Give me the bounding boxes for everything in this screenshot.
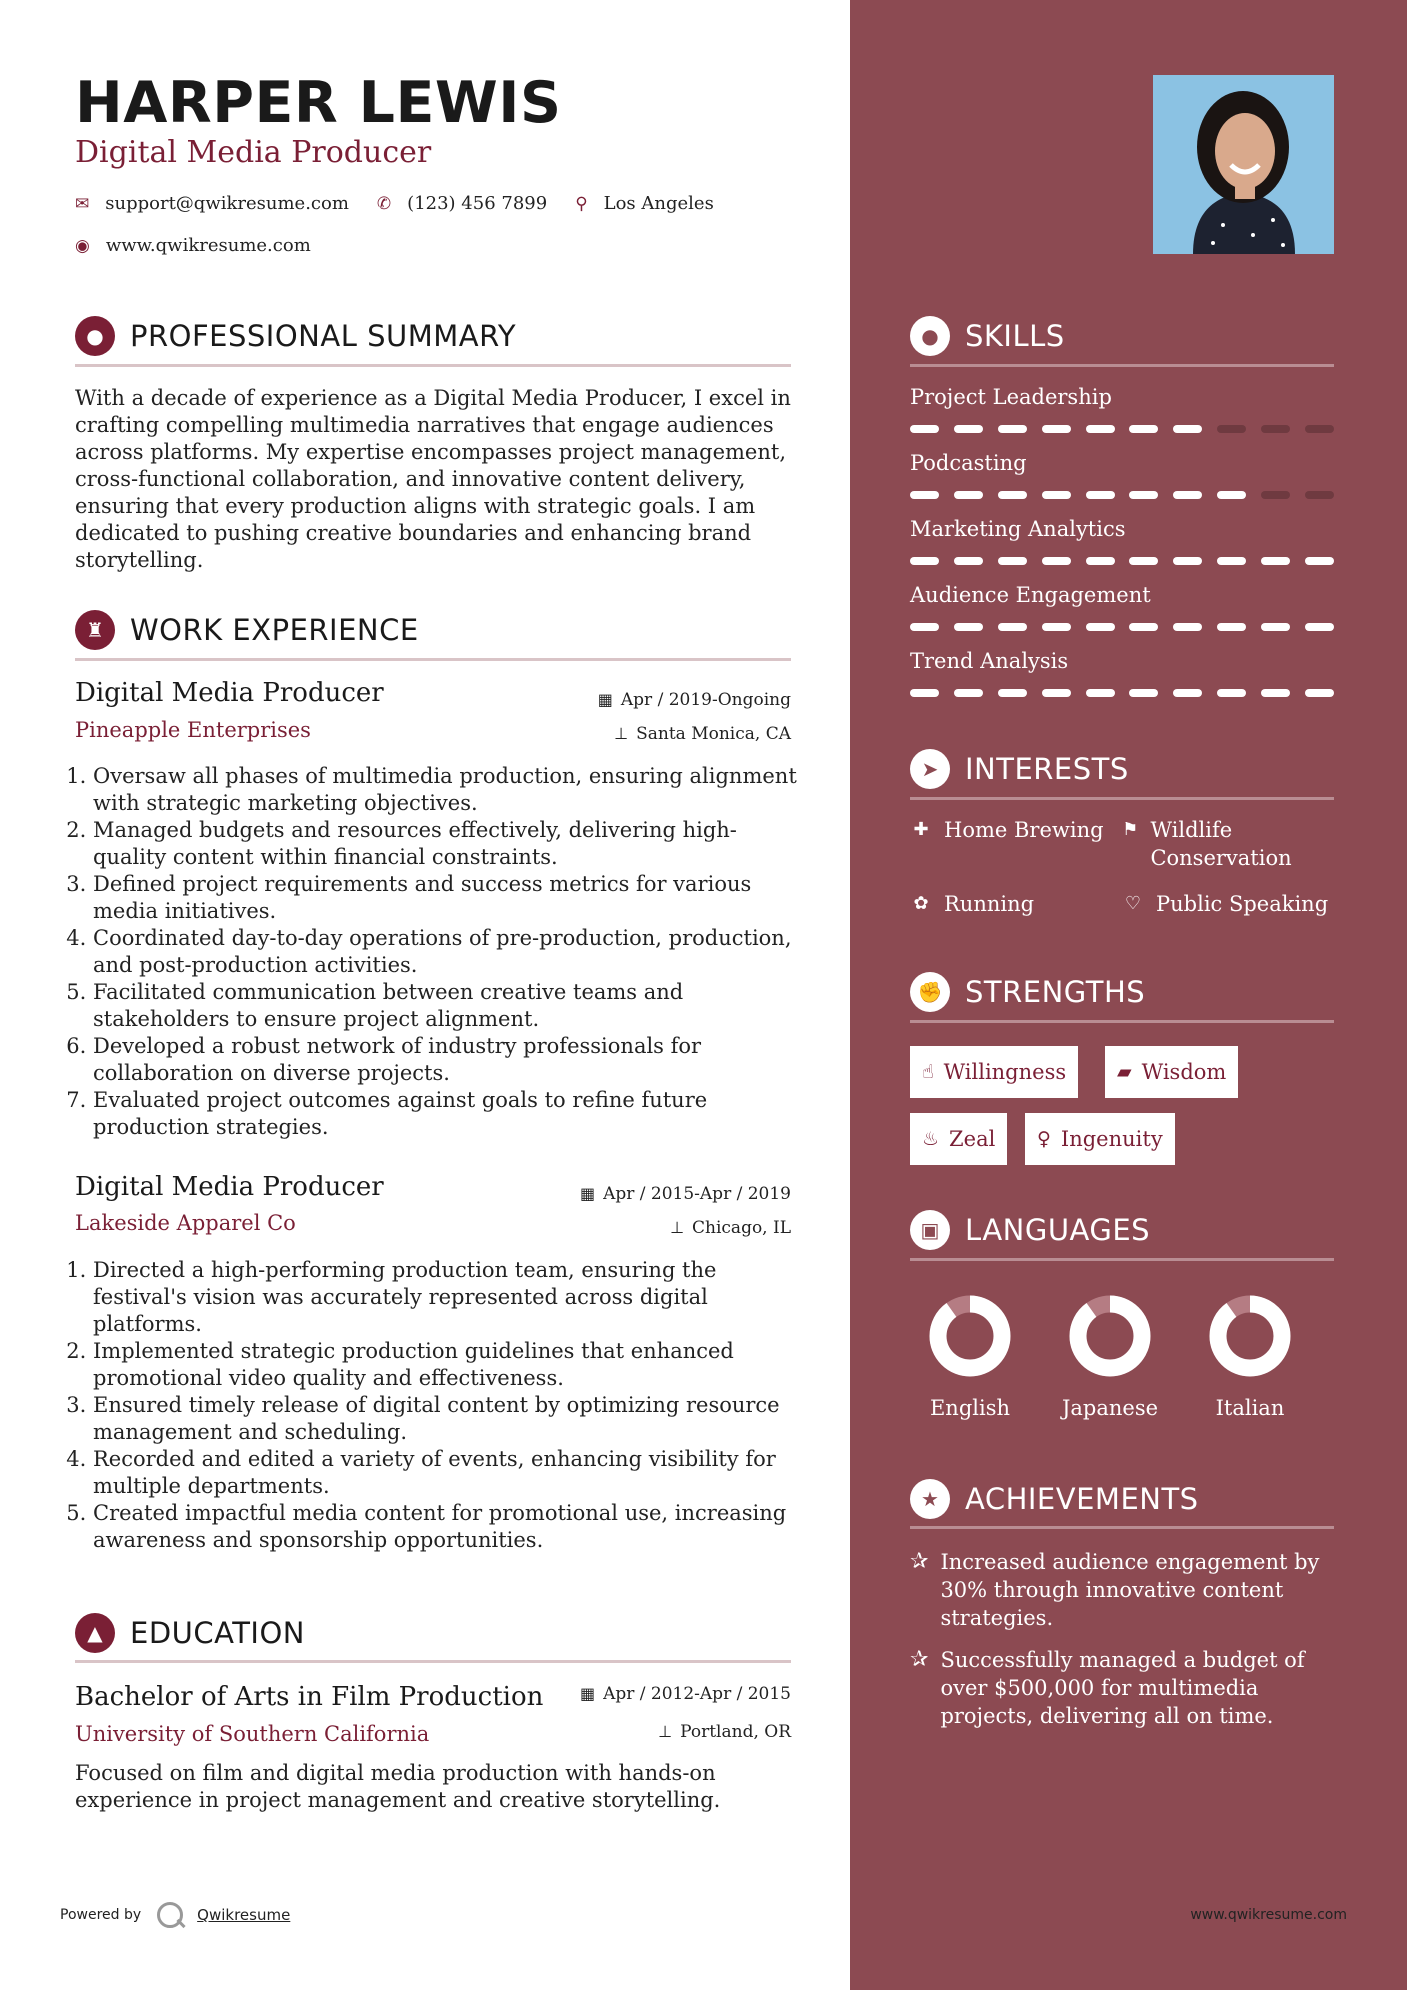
strengths-divider bbox=[910, 1020, 1334, 1023]
skill-name: Podcasting bbox=[910, 451, 1027, 475]
education-dates-text: Apr / 2012-Apr / 2015 bbox=[603, 1684, 791, 1704]
graduation-cap-icon: ▲ bbox=[75, 1613, 115, 1653]
language-item bbox=[1040, 1294, 1180, 1420]
powered-by-text: Powered by bbox=[60, 1907, 142, 1923]
skill-segment bbox=[998, 491, 1027, 499]
profile-photo-illustration bbox=[1153, 75, 1334, 254]
interest-item bbox=[1122, 816, 1322, 872]
education-title: EDUCATION bbox=[130, 1616, 306, 1650]
skill-segment bbox=[1217, 689, 1246, 697]
skill-segment bbox=[1261, 623, 1290, 631]
achievements-divider bbox=[910, 1526, 1334, 1529]
skill-segment bbox=[1173, 491, 1202, 499]
skill-bar bbox=[910, 425, 1334, 433]
contact-phone[interactable] bbox=[377, 193, 547, 214]
education-location-text: Portland, OR bbox=[680, 1722, 791, 1742]
skill-segment bbox=[1305, 689, 1334, 697]
book-icon: ▰ bbox=[1117, 1061, 1132, 1083]
calendar-icon: ▦ bbox=[579, 1184, 596, 1203]
skill-segment bbox=[1086, 689, 1115, 697]
skill-bar bbox=[910, 557, 1334, 565]
summary-title: PROFESSIONAL SUMMARY bbox=[130, 319, 517, 353]
strength-label: Ingenuity bbox=[1060, 1127, 1163, 1151]
skill-segment bbox=[1042, 557, 1071, 565]
skill-segment bbox=[998, 689, 1027, 697]
skill-segment bbox=[1086, 491, 1115, 499]
summary-text: With a decade of experience as a Digital Media Producer, I excel in crafting compelling multimedia narratives that engage audiences across platforms. My expertise encompasses project management, cross-functional collaboration, and innovative content delivery, ensuring that every production aligns with strategic goals. I am dedicated to pushing creative boundaries and enhancing brand storytelling. bbox=[75, 386, 791, 572]
strength-label: Zeal bbox=[949, 1127, 996, 1151]
star-icon: ★ bbox=[910, 1479, 950, 1519]
language-donut bbox=[1208, 1294, 1292, 1378]
contact-row bbox=[75, 193, 742, 214]
interest-label: Public Speaking bbox=[1156, 892, 1329, 916]
interest-label: Wildlife Conservation bbox=[1150, 818, 1292, 870]
thumbs-up-icon: ☝ bbox=[922, 1061, 934, 1083]
skill-segment bbox=[1305, 623, 1334, 631]
job-1-dates-text: Apr / 2019-Ongoing bbox=[620, 690, 791, 710]
achievement-item bbox=[910, 1548, 1334, 1632]
contact-location bbox=[575, 193, 714, 214]
pushpin-icon: ⊥ bbox=[670, 1218, 685, 1237]
fire-icon: ♨ bbox=[922, 1128, 940, 1150]
skill-segment bbox=[1217, 623, 1246, 631]
skill-segment bbox=[954, 491, 983, 499]
job-2-title: Digital Media Producer bbox=[75, 1172, 384, 1202]
skill-segment bbox=[1129, 689, 1158, 697]
strength-tag bbox=[1025, 1113, 1175, 1165]
languages-divider bbox=[910, 1258, 1334, 1261]
shooting-star-icon: ✰ bbox=[910, 1549, 929, 1574]
skill-segment bbox=[1129, 425, 1158, 433]
list-item: 3. Defined project requirements and success metrics for various media initiatives. bbox=[93, 871, 809, 925]
language-label: Italian bbox=[1215, 1396, 1285, 1420]
interest-label: Home Brewing bbox=[944, 818, 1104, 842]
skill-segment bbox=[1173, 557, 1202, 565]
education-description: Focused on film and digital media production with hands-on experience in project management and creative storytelling. bbox=[75, 1761, 721, 1812]
fist-icon: ✊ bbox=[910, 972, 950, 1012]
achievement-text: Increased audience engagement by 30% through innovative content strategies. bbox=[940, 1550, 1320, 1630]
interest-item bbox=[1122, 890, 1334, 918]
summary-heading bbox=[75, 316, 516, 356]
skill-segment bbox=[1261, 557, 1290, 565]
skill-name: Audience Engagement bbox=[910, 583, 1151, 607]
language-label: Japanese bbox=[1061, 1396, 1159, 1420]
contact-website[interactable] bbox=[75, 235, 311, 256]
skill-segment bbox=[1217, 557, 1246, 565]
skill-segment bbox=[1217, 491, 1246, 499]
pushpin-icon: ⊥ bbox=[658, 1722, 673, 1741]
job-1-title: Digital Media Producer bbox=[75, 678, 384, 708]
phone-text: (123) 456 7899 bbox=[407, 193, 548, 214]
skill-segment bbox=[1305, 557, 1334, 565]
skills-title: SKILLS bbox=[965, 319, 1065, 353]
experience-divider bbox=[75, 658, 791, 661]
list-item: 2. Managed budgets and resources effectively, delivering high-quality content within financial constraints. bbox=[93, 817, 809, 871]
paw-icon: ✿ bbox=[913, 893, 929, 914]
translate-icon: ▣ bbox=[910, 1210, 950, 1250]
skill-segment bbox=[998, 557, 1027, 565]
skill-segment bbox=[1305, 425, 1334, 433]
qwikresume-logo-icon bbox=[157, 1902, 183, 1928]
skill-segment bbox=[1261, 425, 1290, 433]
job-1-bullets bbox=[75, 763, 809, 1141]
languages-title: LANGUAGES bbox=[965, 1213, 1151, 1247]
list-item: 1. Directed a high-performing production team, ensuring the festival's vision was accurately represented across digital platforms. bbox=[93, 1257, 809, 1338]
skill-segment bbox=[910, 623, 939, 631]
contact-email[interactable] bbox=[75, 193, 349, 214]
skills-heading bbox=[910, 316, 1065, 356]
skill-segment bbox=[910, 491, 939, 499]
job-2-company: Lakeside Apparel Co bbox=[75, 1211, 296, 1235]
achievements-heading bbox=[910, 1479, 1199, 1519]
skill-bar bbox=[910, 491, 1334, 499]
language-item bbox=[900, 1294, 1040, 1420]
qwikresume-link[interactable]: Qwikresume bbox=[197, 1906, 291, 1924]
skill-segment bbox=[1217, 425, 1246, 433]
interest-item bbox=[910, 816, 1110, 844]
skill-segment bbox=[1086, 623, 1115, 631]
education-degree: Bachelor of Arts in Film Production bbox=[75, 1682, 544, 1712]
list-item: 5. Facilitated communication between creative teams and stakeholders to ensure project alignment. bbox=[93, 979, 809, 1033]
skill-name: Trend Analysis bbox=[910, 649, 1069, 673]
skill-segment bbox=[1042, 689, 1071, 697]
skill-segment bbox=[910, 557, 939, 565]
summary-divider bbox=[75, 364, 791, 367]
achievement-item bbox=[910, 1646, 1334, 1730]
job-2-dates bbox=[580, 1184, 791, 1204]
skill-name: Project Leadership bbox=[910, 385, 1112, 409]
skill-segment bbox=[1173, 425, 1202, 433]
sidebar bbox=[850, 0, 1407, 1990]
skill-segment bbox=[1086, 557, 1115, 565]
skill-segment bbox=[1042, 623, 1071, 631]
skill-segment bbox=[910, 425, 939, 433]
footer-site[interactable]: www.qwikresume.com bbox=[1190, 1907, 1347, 1923]
education-school: University of Southern California bbox=[75, 1722, 430, 1746]
strength-tag bbox=[910, 1113, 1007, 1165]
skill-segment bbox=[1129, 557, 1158, 565]
envelope-icon: ✉ bbox=[75, 193, 90, 214]
user-icon: ● bbox=[75, 316, 115, 356]
lightbulb-icon: ♀ bbox=[1037, 1128, 1051, 1150]
profile-photo bbox=[1153, 75, 1334, 254]
strength-label: Willingness bbox=[943, 1060, 1067, 1084]
phone-icon: ✆ bbox=[376, 193, 392, 214]
skill-segment bbox=[998, 425, 1027, 433]
strength-tag bbox=[1105, 1046, 1238, 1098]
experience-title: WORK EXPERIENCE bbox=[130, 613, 419, 647]
globe-icon: ◉ bbox=[75, 235, 90, 256]
interest-label: Running bbox=[944, 892, 1035, 916]
puzzle-icon: ✚ bbox=[913, 819, 929, 840]
strengths-title: STRENGTHS bbox=[965, 975, 1146, 1009]
achievements-title: ACHIEVEMENTS bbox=[965, 1482, 1199, 1516]
list-item: 6. Developed a robust network of industry professionals for collaboration on diverse projects. bbox=[93, 1033, 809, 1087]
list-item: 2. Implemented strategic production guidelines that enhanced promotional video quality and effectiveness. bbox=[93, 1338, 809, 1392]
language-donut bbox=[1068, 1294, 1152, 1378]
strength-label: Wisdom bbox=[1141, 1060, 1227, 1084]
candidate-name: HARPER LEWIS bbox=[75, 70, 562, 136]
language-item bbox=[1180, 1294, 1320, 1420]
website-text: www.qwikresume.com bbox=[105, 235, 311, 256]
language-donut bbox=[928, 1294, 1012, 1378]
candidate-title: Digital Media Producer bbox=[75, 135, 432, 170]
list-item: 1. Oversaw all phases of multimedia production, ensuring alignment with strategic marketing objectives. bbox=[93, 763, 809, 817]
list-item: 7. Evaluated project outcomes against goals to refine future production strategies. bbox=[93, 1087, 809, 1141]
list-item: 4. Coordinated day-to-day operations of pre-production, production, and post-production activities. bbox=[93, 925, 809, 979]
paper-plane-icon: ➤ bbox=[910, 749, 950, 789]
pushpin-icon: ⊥ bbox=[614, 724, 629, 743]
skill-segment bbox=[1086, 425, 1115, 433]
education-location bbox=[658, 1722, 791, 1742]
calendar-icon: ▦ bbox=[597, 690, 613, 709]
interests-heading bbox=[910, 749, 1129, 789]
job-1-location bbox=[614, 724, 791, 744]
heartbeat-icon: ♡ bbox=[1124, 893, 1142, 914]
job-2-location-text: Chicago, IL bbox=[692, 1218, 791, 1238]
interest-item bbox=[910, 890, 1110, 918]
job-1-dates bbox=[598, 690, 791, 710]
skill-segment bbox=[954, 557, 983, 565]
skill-segment bbox=[998, 623, 1027, 631]
job-1-location-text: Santa Monica, CA bbox=[636, 724, 791, 744]
education-heading bbox=[75, 1613, 305, 1653]
strengths-heading bbox=[910, 972, 1145, 1012]
skill-bar bbox=[910, 623, 1334, 631]
job-2-bullets bbox=[75, 1257, 809, 1554]
interests-title: INTERESTS bbox=[965, 752, 1129, 786]
skill-segment bbox=[954, 425, 983, 433]
skill-segment bbox=[1129, 491, 1158, 499]
list-item: 3. Ensured timely release of digital content by optimizing resource management and scheduling. bbox=[93, 1392, 809, 1446]
skill-segment bbox=[1261, 491, 1290, 499]
chair-icon: ♜ bbox=[75, 610, 115, 650]
skill-segment bbox=[1129, 623, 1158, 631]
achievement-text: Successfully managed a budget of over $500,000 for multimedia projects, delivering all on time. bbox=[940, 1648, 1305, 1728]
skill-segment bbox=[1173, 689, 1202, 697]
strength-tag bbox=[910, 1046, 1078, 1098]
education-dates bbox=[580, 1684, 791, 1704]
interests-divider bbox=[910, 797, 1334, 800]
contact-row-2 bbox=[75, 235, 339, 256]
skill-segment bbox=[954, 689, 983, 697]
education-divider bbox=[75, 1660, 791, 1663]
skill-segment bbox=[1261, 689, 1290, 697]
skill-segment bbox=[1042, 491, 1071, 499]
experience-heading bbox=[75, 610, 419, 650]
skills-divider bbox=[910, 364, 1334, 367]
skill-segment bbox=[1305, 491, 1334, 499]
languages-heading bbox=[910, 1210, 1150, 1250]
job-2-location bbox=[670, 1218, 791, 1238]
skill-bar bbox=[910, 689, 1334, 697]
footer-powered-by bbox=[60, 1902, 290, 1928]
location-text: Los Angeles bbox=[603, 193, 714, 214]
flag-icon: ⚑ bbox=[1122, 819, 1139, 840]
list-item: 5. Created impactful media content for promotional use, increasing awareness and sponsorship opportunities. bbox=[93, 1500, 809, 1554]
job-1-company: Pineapple Enterprises bbox=[75, 718, 311, 742]
email-text: support@qwikresume.com bbox=[105, 193, 349, 214]
language-label: English bbox=[929, 1396, 1011, 1420]
shooting-star-icon: ✰ bbox=[910, 1647, 929, 1672]
skill-segment bbox=[954, 623, 983, 631]
map-pin-icon: ⚲ bbox=[575, 193, 588, 214]
skill-segment bbox=[1042, 425, 1071, 433]
job-2-dates-text: Apr / 2015-Apr / 2019 bbox=[603, 1184, 791, 1204]
lightbulb-icon: ● bbox=[910, 316, 950, 356]
calendar-icon: ▦ bbox=[579, 1684, 596, 1703]
skill-segment bbox=[910, 689, 939, 697]
list-item: 4. Recorded and edited a variety of events, enhancing visibility for multiple departments. bbox=[93, 1446, 809, 1500]
skill-segment bbox=[1173, 623, 1202, 631]
skill-name: Marketing Analytics bbox=[910, 517, 1126, 541]
